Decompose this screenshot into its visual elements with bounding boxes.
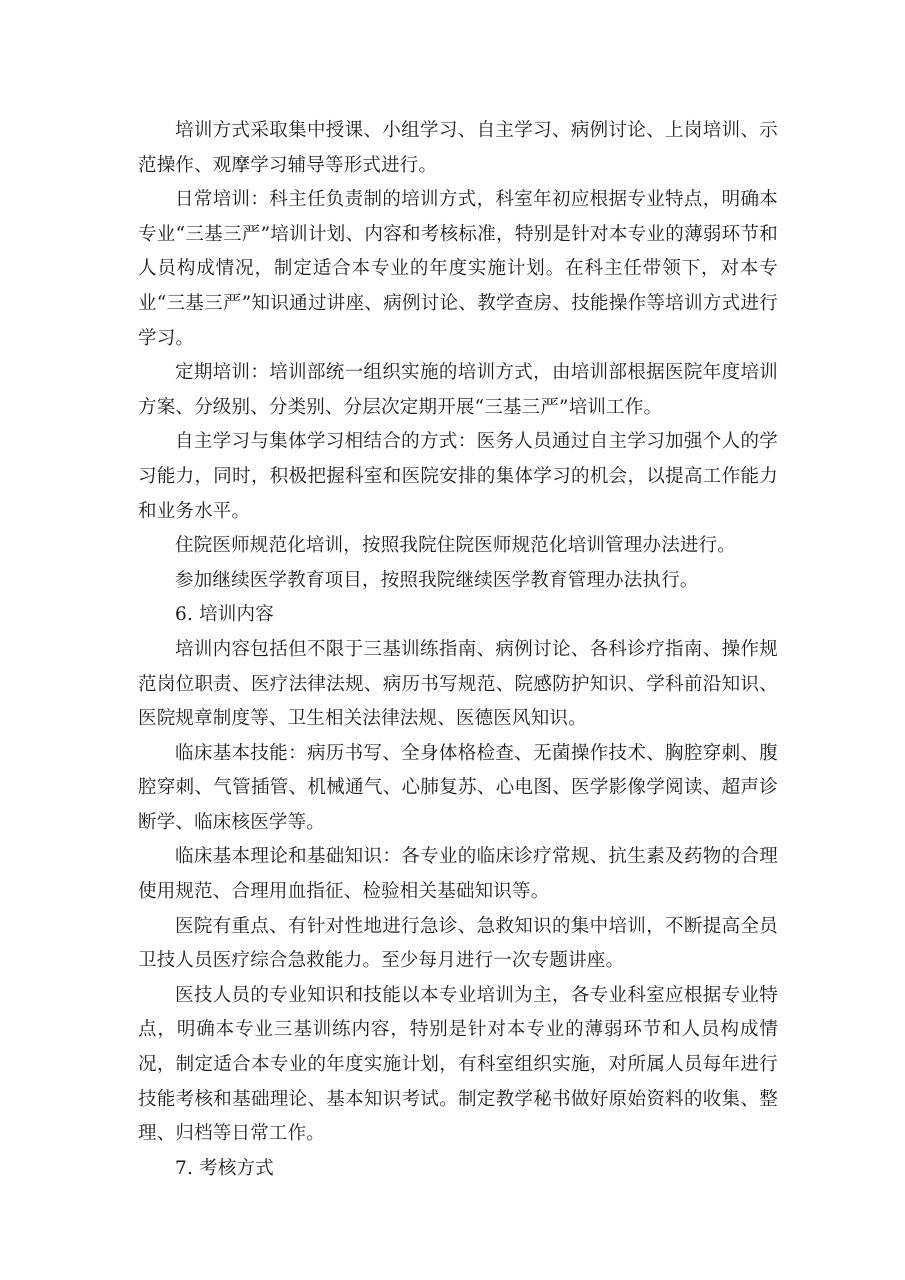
paragraph-emergency-training: 医院有重点、有针对性地进行急诊、急救知识的集中培训，不断提高全员卫技人员医疗综合急救能力。至少每月进行一次专题讲座。 xyxy=(138,915,778,972)
paragraph-clinical-skills: 临床基本技能：病历书写、全身体格检查、无菌操作技术、胸腔穿刺、腹腔穿刺、气管插管、机械通气、心肺复苏、心电图、医学影像学阅读、超声诊断学、临床核医学等。 xyxy=(138,742,778,833)
section-heading-assessment-method: 7. 考核方式 xyxy=(175,1157,274,1179)
document-body xyxy=(138,114,778,1186)
paragraph-periodic-training: 定期培训：培训部统一组织实施的培训方式，由培训部根据医院年度培训方案、分级别、分类别、分层次定期开展“三基三严”培训工作。 xyxy=(138,362,778,418)
paragraph-continuing-education: 参加继续医学教育项目，按照我院继续医学教育管理办法执行。 xyxy=(175,569,699,591)
paragraph-resident-training: 住院医师规范化培训，按照我院住院医师规范化培训管理办法进行。 xyxy=(175,535,737,557)
paragraph-training-content: 培训内容包括但不限于三基训练指南、病例讨论、各科诊疗指南、操作规范岗位职责、医疗法律法规、病历书写规范、院感防护知识、学科前沿知识、医院规章制度等、卫生相关法律法规、医德医风知识。 xyxy=(138,638,778,730)
paragraph-daily-training: 日常培训：科主任负责制的培训方式，科室年初应根据专业特点，明确本专业“三基三严”培训计划、内容和考核标准，特别是针对本专业的薄弱环节和人员构成情况，制定适合本专业的年度实施计划。在科主任带领下，对本专业“三基三严”知识通过讲座、病例讨论、教学查房、技能操作等培训方式进行学习。 xyxy=(138,189,778,349)
paragraph-self-and-group-study: 自主学习与集体学习相结合的方式：医务人员通过自主学习加强个人的学习能力，同时，积极把握科室和医院安排的集体学习的机会，以提高工作能力和业务水平。 xyxy=(138,431,778,522)
paragraph-training-methods: 培训方式采取集中授课、小组学习、自主学习、病例讨论、上岗培训、示范操作、观摩学习辅导等形式进行。 xyxy=(138,120,778,176)
section-heading-training-content: 6. 培训内容 xyxy=(175,604,274,626)
paragraph-clinical-theory: 临床基本理论和基础知识：各专业的临床诊疗常规、抗生素及药物的合理使用规范、合理用血指征、检验相关基础知识等。 xyxy=(138,846,778,903)
paragraph-technician-training: 医技人员的专业知识和技能以本专业培训为主，各专业科室应根据专业特点，明确本专业三基训练内容，特别是针对本专业的薄弱环节和人员构成情况，制定适合本专业的年度实施计划，有科室组织实施，对所属人员每年进行技能考核和基础理论、基本知识考试。制定教学秘书做好原始资料的收集、整理、归档等日常工作。 xyxy=(138,984,778,1145)
